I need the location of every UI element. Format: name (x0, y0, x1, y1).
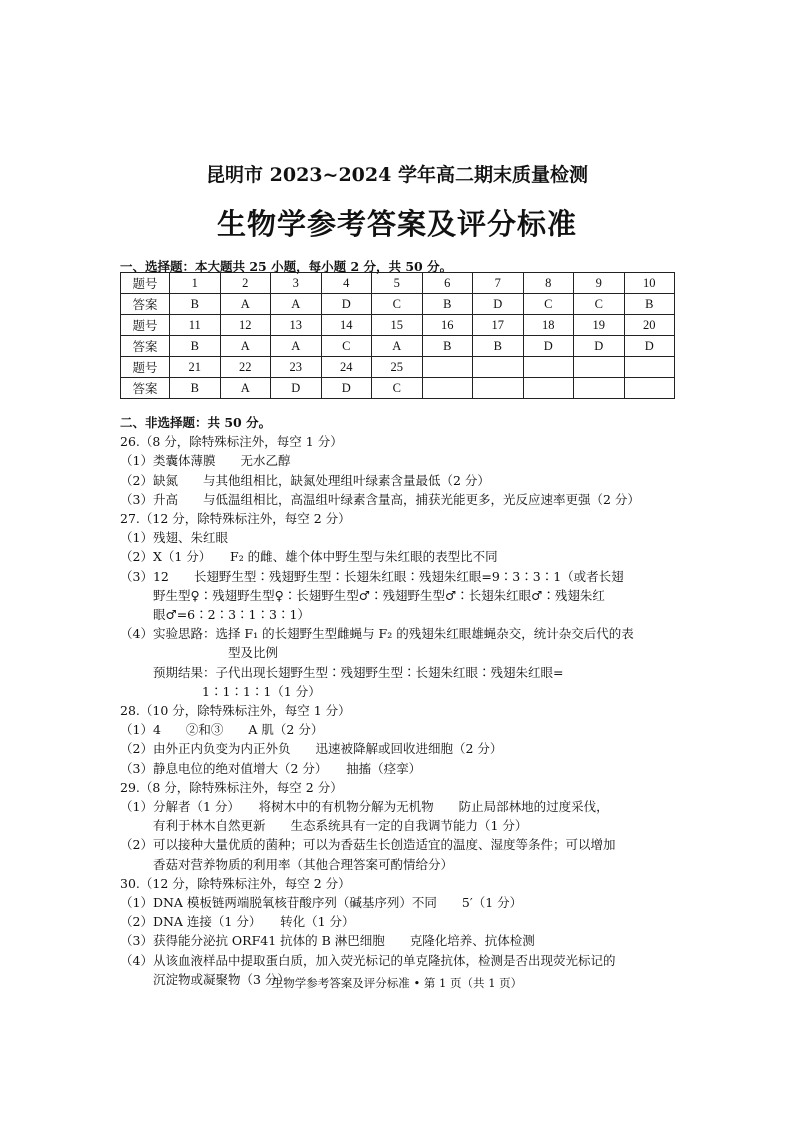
answer-cell: C (321, 336, 372, 357)
answer-cell: A (220, 378, 271, 399)
page-footer: 生物学参考答案及评分标准 • 第 1 页（共 1 页） (271, 976, 523, 990)
question-number-cell: 19 (574, 315, 625, 336)
answer-line: （3）静息电位的绝对值增大（2 分） 抽搐（痉挛） (120, 760, 422, 776)
question-number-cell: 20 (624, 315, 675, 336)
row-label-number: 题号 (121, 315, 170, 336)
answer-line: 眼♂=6∶2∶3∶1∶3∶1） (153, 607, 310, 623)
question-number-cell: 12 (220, 315, 271, 336)
answer-line: 香菇对营养物质的利用率（其他合理答案可酌情给分） (153, 856, 454, 872)
answer-cell: D (574, 336, 625, 357)
answer-cell: B (473, 336, 524, 357)
row-label-number: 题号 (121, 273, 170, 294)
question-number-cell: 8 (523, 273, 574, 294)
answer-cell: B (170, 294, 221, 315)
choice-answer-table (120, 272, 675, 399)
question-number-cell: 4 (321, 273, 372, 294)
question-number-cell: 11 (170, 315, 221, 336)
question-number-cell: 17 (473, 315, 524, 336)
answer-line: 1∶1∶1∶1（1 分） (202, 683, 321, 699)
answer-cell: D (321, 378, 372, 399)
answer-cell: C (574, 294, 625, 315)
question-number-cell (422, 357, 473, 378)
row-label-answer: 答案 (121, 378, 170, 399)
row-label-answer: 答案 (121, 294, 170, 315)
answer-cell: C (372, 294, 423, 315)
question-number-cell: 16 (422, 315, 473, 336)
question-number-cell: 9 (574, 273, 625, 294)
question-number-cell (624, 357, 675, 378)
answer-line: （2）DNA 连接（1 分） 转化（1 分） (120, 914, 355, 930)
answer-line: （3）12 长翅野生型∶残翅野生型∶长翅朱红眼∶残翅朱红眼=9∶3∶3∶1（或者长翅 (120, 568, 624, 584)
answer-line: （2）可以接种大量优质的菌种；可以为香菇生长创造适宜的温度、湿度等条件；可以增加 (120, 837, 616, 853)
answer-line: 预期结果：子代出现长翅野生型∶残翅野生型∶长翅朱红眼∶残翅朱红眼= (153, 664, 564, 680)
row-label-answer: 答案 (121, 336, 170, 357)
answer-line: 27.（12 分，除特殊标注外，每空 2 分） (120, 511, 351, 527)
question-number-cell (574, 357, 625, 378)
question-number-cell (523, 357, 574, 378)
answer-line: （3）获得能分泌抗 ORF41 抗体的 B 淋巴细胞 克隆化培养、抗体检测 (120, 933, 535, 949)
row-label-number: 题号 (121, 357, 170, 378)
answer-cell (473, 378, 524, 399)
question-number-row (121, 357, 675, 378)
question-number-cell: 23 (271, 357, 322, 378)
answer-line: 型及比例 (228, 645, 279, 661)
answer-cell (422, 378, 473, 399)
answer-cell: C (372, 378, 423, 399)
answer-cell (624, 378, 675, 399)
question-number-cell: 13 (271, 315, 322, 336)
question-number-cell: 14 (321, 315, 372, 336)
question-number-cell: 24 (321, 357, 372, 378)
answer-line: （1）分解者（1 分） 将树木中的有机物分解为无机物 防止局部林地的过度采伐， (120, 799, 609, 815)
answer-line: （1）4 ②和③ A 肌（2 分） (120, 722, 324, 738)
answer-line: （1）DNA 模板链两端脱氧核苷酸序列（碱基序列）不同 5′（1 分） (120, 895, 523, 911)
question-number-cell: 21 (170, 357, 221, 378)
answer-cell: D (271, 378, 322, 399)
answer-line: 29.（8 分，除特殊标注外，每空 2 分） (120, 779, 343, 795)
answer-cell: B (170, 378, 221, 399)
answer-cell: A (220, 294, 271, 315)
answer-line: （1）类囊体薄膜 无水乙醇 (120, 453, 291, 469)
answer-line: （1）残翅、朱红眼 (120, 530, 228, 546)
question-number-cell: 3 (271, 273, 322, 294)
document-subtitle: 生物学参考答案及评分标准 (216, 207, 577, 241)
answer-line: 有利于林木自然更新 生态系统具有一定的自我调节能力（1 分） (153, 818, 528, 834)
question-number-cell: 6 (422, 273, 473, 294)
question-number-cell: 2 (220, 273, 271, 294)
section2-heading: 二、非选择题：共 50 分。 (120, 415, 272, 430)
question-number-cell: 1 (170, 273, 221, 294)
answer-cell (574, 378, 625, 399)
answer-cell: B (422, 294, 473, 315)
answer-cell: B (422, 336, 473, 357)
question-number-cell: 22 (220, 357, 271, 378)
question-number-cell: 25 (372, 357, 423, 378)
answer-line: 28.（10 分，除特殊标注外，每空 1 分） (120, 703, 351, 719)
question-number-cell: 7 (473, 273, 524, 294)
answer-cell: D (624, 336, 675, 357)
question-number-row (121, 273, 675, 294)
answer-cell: D (473, 294, 524, 315)
answer-line: （4）实验思路：选择 F₁ 的长翅野生型雌蝇与 F₂ 的残翅朱红眼雄蝇杂交，统计杂交后代的表 (120, 626, 634, 642)
section1-heading: 一、选择题：本大题共 25 小题，每小题 2 分，共 50 分。 (120, 259, 453, 274)
answer-cell: D (321, 294, 372, 315)
answer-cell: A (271, 336, 322, 357)
answer-line: 30.（12 分，除特殊标注外，每空 2 分） (120, 875, 351, 891)
answer-line: （2）X（1 分） F₂ 的雌、雄个体中野生型与朱红眼的表型比不同 (120, 549, 498, 565)
answer-cell: C (523, 294, 574, 315)
exam-title: 昆明市 2023~2024 学年高二期末质量检测 (206, 164, 588, 186)
question-number-cell: 10 (624, 273, 675, 294)
answer-cell: A (271, 294, 322, 315)
answer-row (121, 336, 675, 357)
question-number-cell: 15 (372, 315, 423, 336)
answer-cell: B (170, 336, 221, 357)
answer-line: （4）从该血液样品中提取蛋白质，加入荧光标记的单克隆抗体，检测是否出现荧光标记的 (120, 952, 616, 968)
question-number-cell: 5 (372, 273, 423, 294)
answer-line: 野生型♀∶残翅野生型♀∶长翅野生型♂∶残翅野生型♂∶长翅朱红眼♂∶残翅朱红 (153, 587, 605, 603)
answer-cell: B (624, 294, 675, 315)
answer-line: （3）升高 与低温组相比，高温组叶绿素含量高，捕获光能更多，光反应速率更强（2 分） (120, 491, 640, 507)
answer-cell: A (372, 336, 423, 357)
answer-cell (523, 378, 574, 399)
answer-line: （2）由外正内负变为内正外负 迅速被降解或回收进细胞（2 分） (120, 741, 503, 757)
question-number-row (121, 315, 675, 336)
question-number-cell: 18 (523, 315, 574, 336)
answer-row (121, 378, 675, 399)
non-choice-answers (120, 413, 680, 989)
question-number-cell (473, 357, 524, 378)
answer-line: 沉淀物或凝聚物（3 分） (153, 971, 290, 987)
answer-line: 26.（8 分，除特殊标注外，每空 1 分） (120, 434, 343, 450)
answer-cell: D (523, 336, 574, 357)
answer-cell: A (220, 336, 271, 357)
answer-row (121, 294, 675, 315)
answer-line: （2）缺氮 与其他组相比，缺氮处理组叶绿素含量最低（2 分） (120, 472, 490, 488)
